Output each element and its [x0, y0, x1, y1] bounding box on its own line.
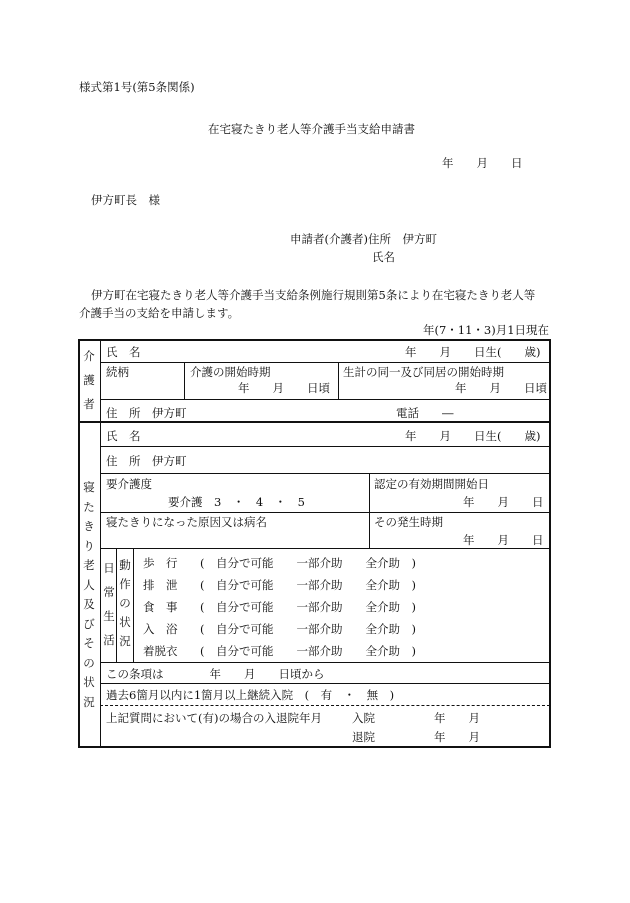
applicant-name[interactable]: 氏名	[372, 250, 395, 264]
discharge-value[interactable]: 年 月	[434, 730, 480, 744]
hospital-dates-label: 上記質問において(有)の場合の入退院年月	[106, 711, 322, 725]
elderly-name-label: 氏 名	[106, 429, 141, 443]
form-title: 在宅寝たきり老人等介護手当支給申請書	[208, 122, 415, 136]
care-start-value[interactable]: 年 月 日頃	[238, 381, 330, 395]
onset-value[interactable]: 年 月 日	[463, 533, 544, 547]
form-number: 様式第1号(第5条関係)	[79, 80, 195, 94]
care-level-label: 要介護度	[106, 477, 152, 491]
caregiver-phone[interactable]: 電話 ―	[396, 406, 454, 420]
activity-name: 歩 行	[143, 556, 178, 570]
caregiver-name-label: 氏 名	[106, 345, 141, 359]
daily-life-label: 日常生活	[103, 561, 115, 647]
condition-since[interactable]: この条項は 年 月 日頃から	[106, 667, 325, 681]
care-start-label: 介護の開始時期	[190, 365, 271, 379]
daily-status-label: 動作の状況	[119, 558, 131, 648]
hospital-question[interactable]: 過去6箇月以内に1箇月以上継続入院 ( 有 ・ 無 )	[106, 688, 395, 702]
as-of-date: 年(7・11・3)月1日現在	[423, 323, 550, 337]
applicant-address[interactable]: 申請者(介護者)住所 伊方町	[290, 232, 437, 246]
activity-name: 排 泄	[143, 578, 178, 592]
cert-start-label: 認定の有効期間開始日	[374, 477, 489, 491]
caregiver-birth[interactable]: 年 月 日生( 歳)	[405, 345, 541, 359]
discharge-label: 退院	[352, 730, 375, 744]
elderly-birth[interactable]: 年 月 日生( 歳)	[405, 429, 541, 443]
activity-options[interactable]: ( 自分で可能 一部介助 全介助 )	[200, 644, 416, 658]
body-line-1: 伊方町在宅寝たきり老人等介護手当支給条例施行規則第5条により在宅寝たきり老人等	[91, 288, 536, 302]
elderly-section-label: 寝たきり老人及びその状況	[83, 480, 95, 709]
onset-label: その発生時期	[374, 515, 443, 529]
date-line[interactable]: 年 月 日	[442, 156, 523, 170]
caregiver-address[interactable]: 住 所 伊方町	[106, 406, 187, 420]
activity-name: 食 事	[143, 600, 178, 614]
activity-name: 着脱衣	[143, 644, 178, 658]
caregiver-section-label: 介護者	[83, 349, 95, 411]
caregiver-relation-label: 続柄	[106, 365, 129, 379]
activity-options[interactable]: ( 自分で可能 一部介助 全介助 )	[200, 622, 416, 636]
cohabit-label: 生計の同一及び同居の開始時期	[343, 365, 504, 379]
activity-options[interactable]: ( 自分で可能 一部介助 全介助 )	[200, 578, 416, 592]
care-level-value[interactable]: 要介護 3 ・ 4 ・ 5	[168, 495, 305, 509]
admission-label: 入院	[352, 711, 375, 725]
cert-start-value[interactable]: 年 月 日	[463, 495, 544, 509]
activity-options[interactable]: ( 自分で可能 一部介助 全介助 )	[200, 600, 416, 614]
activity-name: 入 浴	[143, 622, 178, 636]
admission-value[interactable]: 年 月	[434, 711, 480, 725]
activity-options[interactable]: ( 自分で可能 一部介助 全介助 )	[200, 556, 416, 570]
elderly-address[interactable]: 住 所 伊方町	[106, 454, 187, 468]
cause-label: 寝たきりになった原因又は病名	[106, 515, 267, 529]
body-line-2: 介護手当の支給を申請します。	[79, 306, 240, 320]
addressee: 伊方町長 様	[91, 193, 160, 207]
cohabit-value[interactable]: 年 月 日頃	[455, 381, 547, 395]
